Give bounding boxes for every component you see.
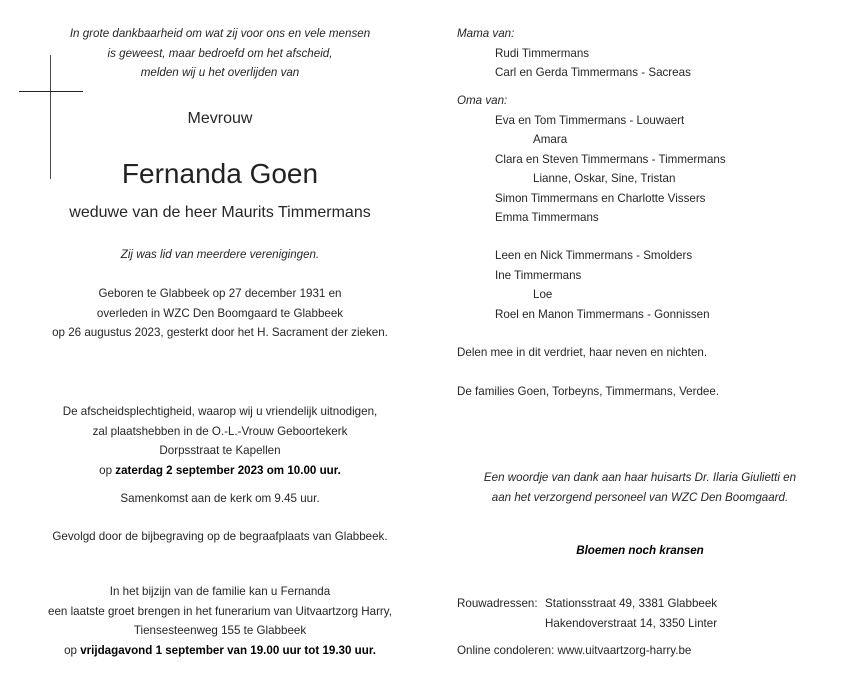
child-name: Carl en Gerda Timmermans - Sacreas	[495, 66, 691, 79]
visitation-line: In het bijzijn van de familie kan u Fernanda	[109, 585, 331, 598]
widow-of: weduwe van de heer Maurits Timmermans	[69, 204, 371, 221]
birth-death-info	[20, 284, 420, 343]
thanks-line: aan het verzorgend personeel van WZC Den Boomgaard.	[491, 490, 789, 504]
honorific: Mevrouw	[187, 110, 253, 127]
thanks-line: Een woordje van dank aan haar huisarts Dr. Ilaria Giulietti en	[483, 471, 797, 484]
ceremony-line: De afscheidsplechtigheid, waarop wij u vriendelijk uitnodigen,	[62, 405, 378, 418]
visitation-line: Tiensesteenweg 155 te Glabbeek	[133, 624, 307, 637]
visitation-date: op vrijdagavond 1 september van 19.00 uur tot 19.30 uur.	[64, 643, 376, 657]
addresses-section	[457, 594, 717, 633]
visitation-line: een laatste groet brengen in het funerarium van Uitvaartzorg Harry,	[48, 604, 392, 618]
no-flowers-note: Bloemen noch kransen	[576, 544, 704, 557]
intro-line: In grote dankbaarheid om wat zij voor ons en vele mensen	[69, 27, 371, 40]
ceremony-date: op zaterdag 2 september 2023 om 10.00 uur.	[99, 463, 341, 477]
ceremony-line: zal plaatshebben in de O.-L.-Vrouw Geboortekerk	[92, 424, 348, 438]
intro-line: is geweest, maar bedroefd om het afscheid,	[107, 46, 333, 60]
grandchild-name: Eva en Tom Timmermans - Louwaert	[495, 113, 685, 127]
grandchild-name: Simon Timmermans en Charlotte Vissers	[495, 191, 706, 205]
birth-death-line: op 26 augustus 2023, gesterkt door het H. Sacrament der zieken.	[52, 326, 388, 339]
deceased-name: Fernanda Goen	[121, 158, 319, 189]
visitation-info	[20, 582, 420, 660]
great-grandchild-name: Amara	[533, 133, 568, 146]
member-note: Zij was lid van meerdere verenigingen.	[120, 248, 320, 261]
address: Stationsstraat 49, 3381 Glabbeek	[545, 597, 718, 610]
mama-label: Mama van:	[457, 27, 515, 40]
grandchild-name: Roel en Manon Timmermans - Gonnissen	[495, 307, 710, 321]
grandchild-name: Emma Timmermans	[495, 211, 599, 224]
oma-of-section	[457, 91, 726, 228]
intro-line: melden wij u het overlijden van	[140, 66, 300, 79]
families: De families Goen, Torbeyns, Timmermans, Verdee.	[457, 385, 720, 398]
grandchild-name: Leen en Nick Timmermans - Smolders	[495, 249, 693, 262]
child-name: Rudi Timmermans	[495, 46, 590, 60]
online-condolences: Online condoleren: www.uitvaartzorg-harry.be	[457, 644, 692, 657]
address: Hakendoverstraat 14, 3350 Linter	[545, 616, 718, 630]
addresses-label: Rouwadressen:	[457, 597, 538, 610]
burial-info: Gevolgd door de bijbegraving op de begraafplaats van Glabbeek.	[52, 530, 388, 543]
gathering-info: Samenkomst aan de kerk om 9.45 uur.	[120, 492, 320, 505]
grandchild-name: Ine Timmermans	[495, 268, 582, 282]
share-grief: Delen mee in dit verdriet, haar neven en nichten.	[457, 346, 708, 359]
intro-text	[20, 24, 420, 83]
thanks-note	[445, 468, 835, 507]
great-grandchild-name: Loe	[533, 288, 553, 301]
visitation-date-bold: vrijdagavond 1 september van 19.00 uur tot 19.30 uur.	[80, 643, 376, 657]
birth-death-line: Geboren te Glabbeek op 27 december 1931 en	[98, 287, 342, 300]
cross-icon-bar	[19, 91, 83, 92]
ceremony-line: Dorpsstraat te Kapellen	[159, 444, 281, 457]
oma-label: Oma van:	[457, 94, 508, 107]
mama-of-section	[457, 24, 691, 83]
oma-of-section-2	[457, 246, 710, 324]
great-grandchild-name: Lianne, Oskar, Sine, Tristan	[533, 172, 676, 185]
grandchild-name: Clara en Steven Timmermans - Timmermans	[495, 152, 726, 166]
ceremony-date-bold: zaterdag 2 september 2023 om 10.00 uur.	[115, 463, 341, 477]
ceremony-info	[20, 402, 420, 480]
birth-death-line: overleden in WZC Den Boomgaard te Glabbeek	[96, 306, 344, 320]
